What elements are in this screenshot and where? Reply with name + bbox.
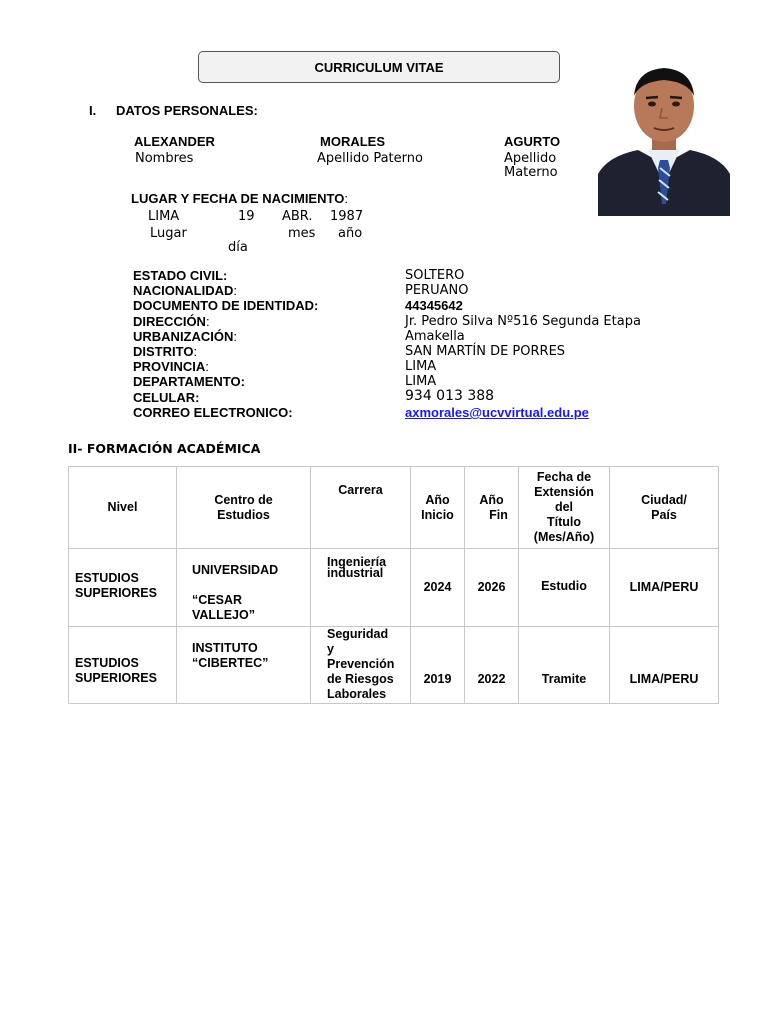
label-province: PROVINCIA:	[133, 359, 209, 374]
cell-centro: UNIVERSIDAD “CESAR VALLEJO”	[177, 549, 311, 627]
email-link[interactable]: axmorales@ucvvirtual.edu.pe	[405, 405, 589, 420]
birth-place: LIMA	[148, 209, 180, 224]
birth-year-label: año	[338, 226, 363, 241]
birth-heading-text: LUGAR Y FECHA DE NACIMIENTO	[131, 191, 345, 206]
label-civil-status: ESTADO CIVIL:	[133, 268, 228, 283]
education-table	[68, 466, 719, 704]
birth-day-label: día	[228, 240, 248, 255]
birth-place-label: Lugar	[150, 226, 187, 241]
header-ciudad: Ciudad/ País	[610, 467, 719, 549]
paternal-surname-label: Apellido Paterno	[317, 151, 423, 166]
cell-nivel: ESTUDIOS SUPERIORES	[69, 627, 177, 704]
label-urbanization: URBANIZACIÓN:	[133, 329, 238, 344]
cell-ano-fin: 2026	[465, 549, 519, 627]
cell-fecha-titulo: Estudio	[519, 549, 610, 627]
value-department: LIMA	[405, 374, 437, 389]
table-header-row	[69, 467, 719, 549]
cell-nivel: ESTUDIOS SUPERIORES	[69, 549, 177, 627]
maternal-surname-label-2: Materno	[504, 165, 558, 180]
value-civil-status: SOLTERO	[405, 268, 465, 283]
cell-ano-inicio: 2024	[411, 549, 465, 627]
header-ano-inicio: Año Inicio	[411, 467, 465, 549]
value-address: Jr. Pedro Silva Nº516 Segunda Etapa	[405, 314, 641, 329]
cell-centro: INSTITUTO “CIBERTEC”	[177, 627, 311, 704]
birth-heading-colon: :	[344, 191, 348, 206]
label-nationality: NACIONALIDAD:	[133, 283, 238, 298]
first-name: ALEXANDER	[134, 134, 215, 149]
value-district: SAN MARTÍN DE PORRES	[405, 344, 566, 359]
maternal-surname-label-1: Apellido	[504, 151, 557, 166]
value-urbanization: Amakella	[405, 329, 465, 344]
cell-ano-inicio: 2019	[411, 627, 465, 704]
section-1-number: I.	[89, 103, 97, 118]
cell-fecha-titulo: Tramite	[519, 627, 610, 704]
label-cellphone: CELULAR:	[133, 390, 200, 405]
label-address: DIRECCIÓN:	[133, 314, 210, 329]
section-2-heading: II- FORMACIÓN ACADÉMICA	[68, 441, 261, 456]
value-cellphone: 934 013 388	[405, 388, 495, 404]
cell-ciudad: LIMA/PERU	[610, 627, 719, 704]
table-row	[69, 627, 719, 704]
header-ano-fin: Año Fin	[465, 467, 519, 549]
value-province: LIMA	[405, 359, 437, 374]
header-fecha-titulo: Fecha de Extensión del Título (Mes/Año)	[519, 467, 610, 549]
profile-photo-svg	[598, 64, 730, 216]
cell-carrera: Seguridad y Prevención de Riesgos Laborales	[311, 627, 411, 704]
first-name-label: Nombres	[135, 151, 194, 166]
section-1-heading: DATOS PERSONALES:	[116, 103, 258, 118]
label-email: CORREO ELECTRONICO:	[133, 405, 293, 420]
birth-month-label: mes	[288, 226, 316, 241]
value-nationality: PERUANO	[405, 283, 469, 298]
label-department: DEPARTAMENTO:	[133, 374, 245, 389]
cell-ano-fin: 2022	[465, 627, 519, 704]
cell-ciudad: LIMA/PERU	[610, 549, 719, 627]
table-row	[69, 549, 719, 627]
label-id-document: DOCUMENTO DE IDENTIDAD:	[133, 298, 319, 313]
paternal-surname: MORALES	[320, 134, 385, 149]
birth-day: 19	[238, 209, 255, 224]
birth-heading	[131, 191, 348, 206]
maternal-surname: AGURTO	[504, 134, 561, 149]
header-carrera: Carrera	[311, 467, 411, 549]
profile-photo	[598, 64, 730, 216]
cv-title	[198, 51, 560, 83]
header-centro: Centro de Estudios	[177, 467, 311, 549]
birth-month: ABR.	[282, 209, 313, 224]
label-district: DISTRITO:	[133, 344, 198, 359]
value-id-document: 44345642	[405, 298, 463, 313]
cv-title-text: CURRICULUM VITAE	[314, 59, 444, 75]
birth-year: 1987	[330, 209, 364, 224]
cell-carrera: Ingeniería industrial	[311, 549, 411, 627]
header-nivel: Nivel	[69, 467, 177, 549]
